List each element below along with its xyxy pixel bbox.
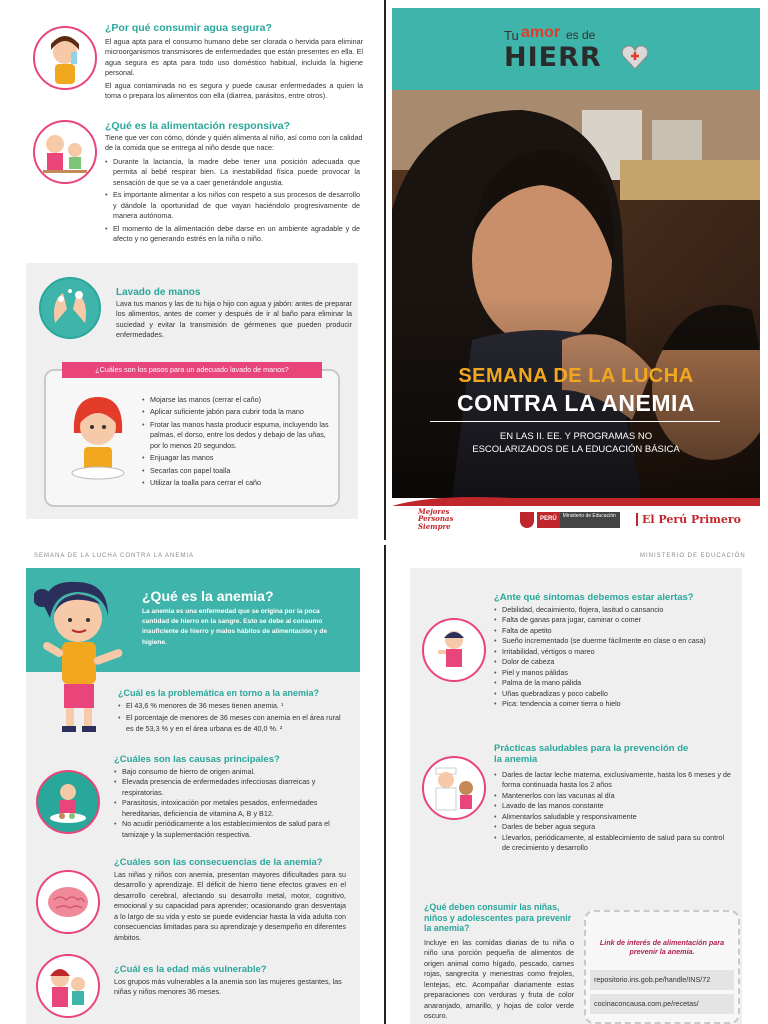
mother-child-icon	[36, 954, 100, 1018]
hand-steps-list	[142, 395, 338, 489]
brand-tu: Tu	[504, 28, 519, 43]
practices-title: Prácticas saludables para la prevención de la anemia	[494, 743, 689, 765]
list-item: • Sueño incrementado (se duerme fácilmente en clase o en casa)	[494, 636, 734, 646]
girl-washing-hands-icon	[68, 393, 128, 485]
list-item: • Darles de beber agua segura	[494, 822, 734, 832]
list-item: • Debilidad, decaimiento, flojera, lasitud o cansancio	[494, 605, 734, 615]
nurse-child-icon	[422, 756, 486, 820]
link-repositorio[interactable]: repositorio.ins.gob.pe/handle/INS/72	[590, 970, 734, 990]
logo-ministerio	[520, 512, 620, 528]
list-item: • Durante la lactancia, la madre debe tener una posición adecuada que permita al bebé respirar bien. La inestabilidad física puede provocar la sensación de que se va a caer generándole angustia.	[105, 157, 360, 188]
symptoms-list	[494, 605, 734, 709]
list-item: • El porcentaje de menores de 36 meses con anemia en el área rural es de 53,3 % y en el área urbana es de 40,0 %. ²	[118, 713, 350, 734]
list-item: • Parasitosis, intoxicación por metales pesados, enfermedades hereditarias, deficiencia de vitamina A, B y B12.	[114, 798, 346, 819]
list-item: • Palma de la mano pálida	[494, 678, 734, 688]
page-divider	[384, 545, 386, 1024]
footer-right-caption: MINISTERIO DE EDUCACIÓN	[640, 553, 746, 559]
logo1-line: Siempre	[418, 521, 451, 531]
list-item: • Darles de lactar leche materna, exclusivamente, hasta los 6 meses y de forma continuada hasta los 2 años	[494, 770, 734, 791]
logo1-line: Mejores	[418, 507, 450, 516]
cover-subtitle: EN LAS II. EE. Y PROGRAMAS NO ESCOLARIZADOS DE LA EDUCACIÓN BÁSICA	[472, 431, 680, 456]
list-item: • Es importante alimentar a los niños con respeto a sus procesos de desarrollo y dándole la oportunidad de que vayan haciéndolo progresivamente de manera autónoma.	[105, 190, 360, 221]
sick-child-icon	[422, 618, 486, 682]
anemia-title: ¿Qué es la anemia?	[142, 588, 274, 604]
cover-page	[392, 8, 760, 534]
list-item: • Alimentarlos saludable y responsivamente	[494, 812, 734, 822]
consequences-text: Las niñas y niños con anemia, presentan mayores dificultades para su desarrollo y aprendizaje. El déficit de hierro tiene efectos graves en el desarrollo cerebral, afectando su desarrollo metal, motor, cognitivo, emocional y su capacidad para aprender; ocasionando gran desventaja a lo largo de su vida y esto se puede evidenciar hasta la vida adulta con consecuencias limitadas para su aprendizaje y desempeño en diferentes ámbitos.	[114, 870, 346, 942]
top-left-page	[0, 0, 384, 540]
hand-washing-icon	[39, 277, 101, 339]
page-divider	[384, 0, 386, 540]
list-item: • Pica: tendencia a comer tierra o hielo	[494, 699, 734, 709]
brand-es-de: es de	[566, 28, 596, 42]
problematic-list	[118, 701, 350, 734]
list-item: • Falta de ganas para jugar, caminar o comer	[494, 615, 734, 625]
girl-drinking-water-icon	[33, 26, 97, 90]
list-item: • Frotar las manos hasta producir espuma, incluyendo las palmas, el dorso, entre los dedos y debajo de las uñas, por lo menos 20 segundos.	[142, 420, 338, 451]
bottom-right-page	[410, 568, 742, 1024]
q1-title: ¿Por qué consumir agua segura?	[105, 22, 272, 34]
hand-washing-box	[26, 263, 358, 519]
list-item: • Utilizar la toalla para cerrar el caño	[142, 478, 338, 488]
list-item: • Uñas quebradizas y poco cabello	[494, 689, 734, 699]
cover-title-line-1: SEMANA DE LA LUCHA	[458, 365, 694, 387]
list-item: • Aplicar suficiente jabón para cubrir toda la mano	[142, 407, 338, 417]
hand-steps-title: ¿Cuáles son los pasos para un adecuado lavado de manos?	[62, 362, 322, 378]
list-item: • Secarlas con papel toalla	[142, 466, 338, 476]
causes-list	[114, 767, 346, 840]
logo1-line: Personas	[418, 514, 454, 524]
q1-paragraph-1: El agua apta para el consumo humano debe ser clorada o hervida para eliminar microorganismos transmisores de enfermedades que están presentes en ella. El agua segura es apta para todo uso doméstico habitual, incluida la higiene personal.	[105, 37, 363, 78]
anemia-definition: La anemia es una enfermedad que se origina por la poca cantidad de hierro en la sangre. Esto se debe al consumo insuficiente de hierro y malos hábitos de alimentación y de higiene.	[142, 608, 328, 646]
brain-icon	[36, 870, 100, 934]
brand-logo	[504, 24, 664, 74]
cover-footer	[392, 498, 760, 534]
list-item: • El 43,6 % menores de 36 meses tienen anemia. ¹	[118, 701, 350, 711]
hand-text: Lava tus manos y las de tu hija o hijo con agua y jabón: antes de preparar los alimentos, antes de comer y después de ir al baño para eliminar la suciedad y evitar la transmisión de gérmenes que pueden producir enfermedades.	[116, 299, 352, 340]
q1-paragraph-2: El agua contaminada no es segura y puede causar enfermedades a quien la toma o prepara los alimentos con ella (diarrea, parásitos, entre otros).	[105, 81, 363, 101]
list-item: • Lavado de las manos constante	[494, 801, 734, 811]
feeding-child-icon	[33, 120, 97, 184]
list-item: • El momento de la alimentación debe darse en un ambiente agradable y de afecto y no generando estrés en la niña o niño.	[105, 224, 360, 245]
list-item: • Enjuagar las manos	[142, 453, 338, 463]
causes-title: ¿Cuáles son las causas principales?	[114, 754, 280, 765]
list-item: • Bajo consumo de hierro de origen animal.	[114, 767, 346, 777]
footer-left-caption: SEMANA DE LA LUCHA CONTRA LA ANEMIA	[34, 553, 195, 559]
list-item: • Elevada presencia de enfermedades infecciosas diarreicas y respiratorias.	[114, 777, 346, 798]
q2-title: ¿Qué es la alimentación responsiva?	[105, 120, 290, 132]
q2-intro: Tiene que ver con cómo, dónde y quién alimenta al niño, así como con la calidad de la comida que se entrega al niño desde que nace:	[105, 133, 363, 153]
list-item: • Irritabilidad, vértigos o mareo	[494, 647, 734, 657]
list-item: • Dolor de cabeza	[494, 657, 734, 667]
link-cocinaconcausa[interactable]: cocinaconcausa.com.pe/recetas/	[590, 994, 734, 1014]
eat-text: Incluye en las comidas diarias de tu niña o niño una porción pequeña de alimentos de origen animal como hígado, pescado, carnes rojas, sangrecita y menestras como frejoles, lentejas, etc. Acompañar diariamente estas preparaciones con verduras y fruta de color anaranjado, amarillo, y hojas de color verde oscuro.	[424, 938, 574, 1021]
eat-title: ¿Qué deben consumir las niñas, niños y adolescentes para prevenir la anemia?	[424, 902, 572, 934]
list-item: • Falta de apetito	[494, 626, 734, 636]
hand-title: Lavado de manos	[116, 287, 201, 298]
logo2-ministry: Ministerio de Educación	[560, 512, 620, 528]
list-item: • No acudir periódicamente a los establecimientos de salud para el tamizaje y la suplementación respectiva.	[114, 819, 346, 840]
symptoms-title: ¿Ante qué síntomas debemos estar alertas?	[494, 592, 694, 603]
q2-bullets	[105, 157, 360, 245]
links-box	[584, 910, 740, 1024]
logo2-peru: PERÚ	[537, 512, 560, 528]
cover-header	[392, 8, 760, 90]
shield-icon	[520, 512, 534, 528]
problematic-title: ¿Cuál es la problemática en torno a la anemia?	[118, 688, 320, 698]
food-plate-icon	[36, 770, 100, 834]
list-item: • Piel y manos pálidas	[494, 668, 734, 678]
practices-list	[494, 770, 734, 854]
links-title: Link de interés de alimentación para prevenir la anemia.	[599, 938, 725, 957]
brand-hierro: HIERR	[504, 42, 602, 73]
age-title: ¿Cuál es la edad más vulnerable?	[114, 964, 267, 975]
cover-title-line-2: CONTRA LA ANEMIA	[457, 390, 695, 416]
bottom-left-page	[26, 568, 360, 1024]
cover-photo	[392, 90, 760, 498]
logo-mejores-personas	[418, 508, 468, 530]
logo-peru-primero: El Perú Primero	[636, 513, 741, 526]
list-item: • Mantenerlos con las vacunas al día	[494, 791, 734, 801]
list-item: • Mojarse las manos (cerrar el caño)	[142, 395, 338, 405]
brand-amor: amor	[521, 24, 561, 41]
cover-title-underline	[430, 421, 720, 422]
consequences-title: ¿Cuáles son las consecuencias de la anemia?	[114, 857, 323, 868]
list-item: • Llevarlos, periódicamente, al establecimiento de salud para su control de crecimiento y desarrollo	[494, 833, 734, 854]
heart-icon	[620, 42, 650, 72]
age-text: Los grupos más vulnerables a la anemia son las mujeres gestantes, las niñas y niños menores 36 meses.	[114, 977, 342, 997]
